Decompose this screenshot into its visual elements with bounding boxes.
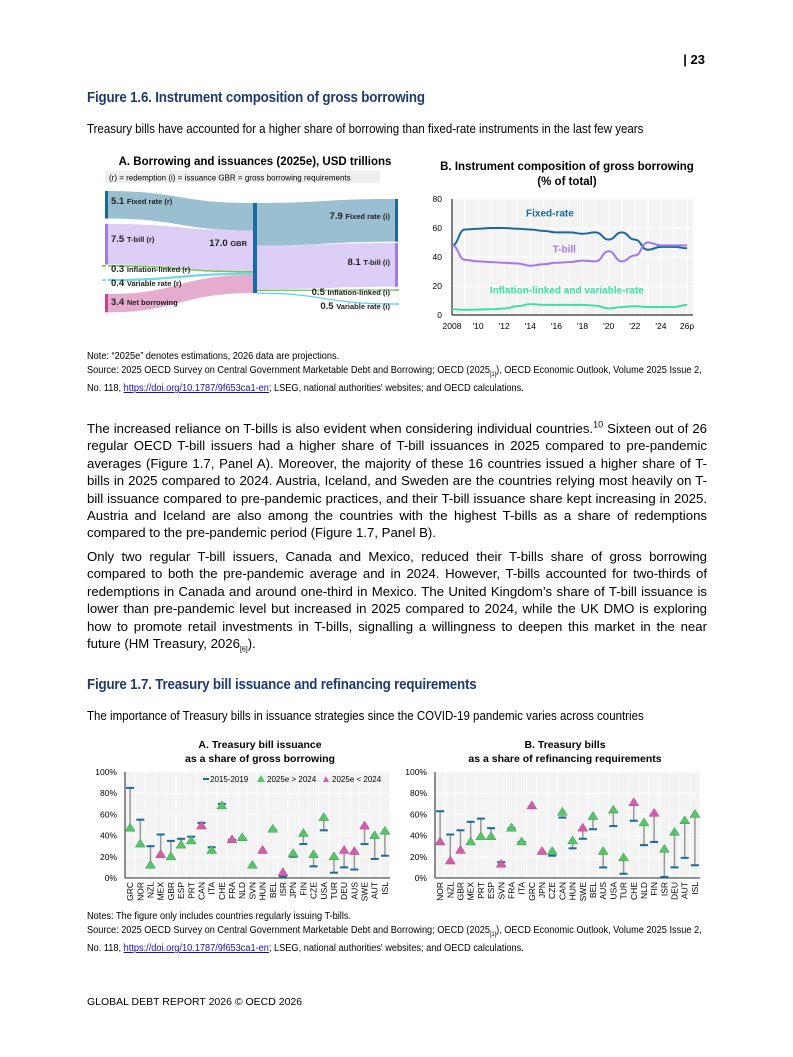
y-tick-label: 40 [432, 252, 442, 262]
x-tick-label: FIN [298, 882, 309, 896]
sankey-label-text [111, 297, 178, 308]
sankey-label-text [111, 234, 155, 245]
series-label-tbill: T-bill [552, 244, 576, 256]
page-number: | 23 [683, 52, 705, 67]
x-tick-label: NLD [638, 882, 649, 900]
sankey-legend-text: (r) = redemption (i) = issuance GBR = gross borrowing requirements [109, 173, 351, 183]
sankey-target-label [347, 257, 390, 268]
x-tick-label: NZL [145, 882, 156, 899]
sankey-label-value: 7.9 [329, 211, 346, 222]
x-tick-label: BEL [267, 882, 278, 899]
sankey-source-label [111, 196, 173, 207]
x-tick-label: MEX [155, 882, 166, 901]
sankey-hub-label [209, 238, 247, 249]
sankey-node-target [395, 289, 399, 291]
x-tick-label: PRT [186, 882, 197, 899]
sankey-label-value: 0.5 [320, 301, 337, 312]
x-tick-label: CHE [216, 882, 227, 900]
sankey-source-label [111, 278, 182, 289]
source-ref[interactable]: [1] [489, 371, 497, 378]
source-text: ), OECD Economic Outlook, Volume 2025 Issue 2, No. 118, [87, 924, 702, 954]
x-tick-label: NOR [135, 882, 146, 901]
y-tick-label: 80% [409, 788, 427, 799]
sankey-label-name: Variable rate (i) [336, 302, 390, 311]
y-tick-label: 60% [99, 809, 117, 820]
x-tick-label: JPN [288, 882, 299, 899]
x-tick-label: ESP [486, 882, 497, 900]
sankey-node-gbr [253, 203, 257, 293]
figure-1-6-note: Note: “2025e” denotes estimations, 2026 data are projections. [87, 351, 340, 362]
source-text: ; LSEG, national authorities' websites; and OECD calculations. [268, 943, 524, 954]
sankey-label-value: 7.5 [111, 234, 127, 245]
line-chart [415, 150, 705, 335]
sankey-label-value: 0.5 [311, 287, 328, 298]
y-tick-label: 60% [409, 809, 427, 820]
sankey-label-name: Fixed rate (i) [345, 212, 390, 221]
x-tick-label: AUS [598, 882, 609, 900]
x-tick-label: '12 [498, 321, 510, 331]
y-tick-label: 0% [104, 873, 117, 883]
sankey-label-text [111, 264, 191, 275]
sankey-label-value: 17.0 [209, 238, 231, 249]
para-text: ). [247, 636, 256, 652]
x-tick-label: NZL [445, 882, 456, 899]
para-text: Sixteen out of 26 regular OECD T-bill issuers had a higher share of T-bill issuances in 2025 compared to pre-pandemic averages (Figure 1.7, Panel A). Moreover, the majority of these 16 countries issued a higher share of T-bills in 2025 compared to 2024. Austria, Iceland, and Sweden are the countries relying most heavily on T-bill issuance compared to pre-pandemic practices, and their T-bill issuance share kept increasing in 2025. Austria and Iceland are also among the countries with the highest T-bills as a share of redemptions compared to the pre-pandemic period (Figure 1.7, Panel B). [87, 421, 707, 541]
x-tick-label: CAN [196, 882, 207, 900]
x-tick-label: GBR [455, 882, 466, 901]
sankey-node-target [395, 243, 398, 287]
y-tick-label: 100% [405, 767, 427, 777]
x-tick-label: DEU [669, 882, 680, 900]
chart-b-title-line2: as a share of refinancing requirements [468, 753, 662, 765]
chart-a-title-line2: as a share of gross borrowing [185, 753, 335, 765]
chart-body [405, 767, 700, 901]
y-tick-label: 40% [99, 830, 117, 841]
sankey-source-label [111, 234, 155, 245]
sankey-label-text [347, 257, 390, 268]
figure-1-6-source [87, 364, 713, 396]
dot-range-chart-a [85, 733, 400, 903]
x-tick-label: ITA [516, 882, 527, 895]
sankey-label-text [111, 196, 173, 207]
y-tick-label: 0 [437, 310, 442, 320]
source-ref[interactable]: [1] [489, 931, 497, 938]
sankey-label-text [312, 287, 391, 298]
x-tick-label: DEU [339, 882, 350, 900]
x-tick-label: JPN [537, 882, 548, 899]
x-tick-label: AUS [349, 882, 360, 900]
x-tick-label: NLD [237, 882, 248, 900]
x-tick-label: '18 [577, 321, 589, 331]
source-text: Source: 2025 OECD Survey on Central Government Marketable Debt and Borrowing; OECD (2025 [87, 924, 490, 936]
series-label-inflation-variable: Inflation-linked and variable-rate [489, 285, 644, 297]
sankey-node-source [102, 279, 106, 281]
sankey-title: A. Borrowing and issuances (2025e), USD trillions [118, 156, 392, 168]
citation-ref[interactable]: [6] [239, 646, 248, 654]
x-tick-label: USA [318, 882, 329, 900]
sankey-node-source [105, 224, 108, 265]
x-tick-label: '24 [655, 321, 667, 331]
sankey-source-label [111, 264, 191, 275]
sankey-label-text [330, 211, 391, 222]
sankey-label-value: 0.3 [111, 264, 127, 275]
sankey-label-name: Fixed rate (r) [126, 197, 173, 206]
sankey-node-target [395, 303, 399, 305]
x-tick-label: '10 [472, 321, 484, 331]
x-tick-label: MEX [465, 882, 476, 901]
y-tick-label: 80% [99, 788, 117, 799]
x-tick-label: CZE [308, 882, 319, 899]
doi-link[interactable]: https://doi.org/10.1787/9f653ca1-en [123, 383, 269, 394]
y-tick-label: 20% [99, 851, 117, 862]
x-tick-label: 26p [679, 321, 695, 331]
sankey-label-text [111, 278, 182, 289]
chart-body [95, 767, 390, 901]
sankey-label-text [320, 301, 390, 312]
y-tick-label: 20% [409, 851, 427, 862]
para-text: Only two regular T-bill issuers, Canada and Mexico, reduced their T-bills share of gross borrowing compared to both the pre-pandemic average and in 2024. However, T-bills accounted for two-thirds of redemptions in Canada and around one-third in Mexico. The United Kingdom’s share of T-bill issuance is lower than pre-pandemic level but increased in 2025 compared to 2024, while the UK DMO is exploring how to promote retail investments in T-bills, signalling a willingness to deepen this market in the near future (HM Treasury, 2026 [87, 549, 707, 652]
x-tick-label: SWE [359, 882, 370, 902]
x-tick-label: SVN [496, 882, 507, 900]
page-footer: GLOBAL DEBT REPORT 2026 © OECD 2026 [87, 996, 303, 1008]
x-tick-label: HUN [567, 882, 578, 901]
sankey-target-label [320, 301, 390, 312]
x-tick-label: NOR [435, 882, 446, 901]
source-text: ), OECD Economic Outlook, Volume 2025 Issue 2, No. 118, [87, 364, 702, 394]
line-chart-title-line2: (% of total) [537, 176, 597, 188]
sankey-label-name: Variable rate (r) [126, 279, 182, 288]
y-tick-label: 40% [409, 830, 427, 841]
sankey-label-value: 5.1 [111, 196, 127, 207]
x-tick-label: ESP [176, 882, 187, 900]
x-tick-label: 2008 [442, 321, 462, 331]
sankey-label-name: Net borrowing [126, 298, 178, 307]
x-tick-label: AUT [369, 882, 380, 899]
x-tick-label: FRA [227, 882, 238, 899]
figure-1-7-notes [87, 910, 713, 956]
x-tick-label: '16 [550, 321, 562, 331]
sankey-label-name: GBR [230, 239, 247, 248]
x-tick-label: GRC [125, 882, 136, 901]
body-paragraph-2 [87, 548, 707, 652]
x-tick-label: ITA [206, 882, 217, 895]
dot-range-chart-b [395, 733, 710, 903]
sankey-label-name: Inflation-linked (i) [327, 288, 390, 297]
sankey-label-name: T-bill (i) [363, 258, 390, 267]
sankey-chart [95, 150, 415, 320]
sankey-label-text [209, 238, 247, 249]
x-tick-label: TUR [618, 882, 629, 900]
legend-label: 2025e < 2024 [332, 775, 382, 784]
x-tick-label: USA [608, 882, 619, 900]
x-tick-label: GBR [165, 882, 176, 901]
legend-label: 2015-2019 [210, 775, 249, 784]
x-tick-label: CZE [547, 882, 558, 899]
y-tick-label: 80 [432, 194, 442, 204]
y-tick-label: 0% [414, 873, 427, 883]
figure-1-7-subtitle: The importance of Treasury bills in issuance strategies since the COVID-19 pandemic varies across countries [87, 709, 644, 723]
sankey-label-value: 0.4 [111, 278, 127, 289]
line-chart-title: B. Instrument composition of gross borrowing [440, 161, 694, 173]
sankey-label-name: Inflation-linked (r) [126, 265, 191, 274]
figure-1-6-notes [87, 350, 713, 396]
figure-1-7-note: Notes: The figure only includes countries regularly issuing T-bills. [87, 911, 352, 922]
y-tick-label: 20 [432, 281, 442, 291]
x-tick-label: ISR [659, 882, 670, 897]
x-tick-label: BEL [587, 882, 598, 899]
sankey-node-target [395, 199, 398, 242]
sankey-source-label [111, 297, 178, 308]
x-tick-label: TUR [328, 882, 339, 900]
chart-b-title-line1: B. Treasury bills [524, 739, 606, 751]
sankey-label-name: T-bill (r) [126, 235, 155, 244]
x-tick-label: PRT [475, 882, 486, 899]
x-tick-label: HUN [257, 882, 268, 901]
sankey-node-source [105, 294, 108, 312]
sankey-target-label [330, 211, 391, 222]
x-tick-label: '14 [524, 321, 536, 331]
x-tick-label: ISL [689, 882, 700, 895]
sankey-label-value: 3.4 [111, 297, 127, 308]
figure-1-7-source [87, 924, 713, 956]
sankey-node-source [105, 191, 108, 219]
x-tick-label: ISL [379, 882, 390, 895]
x-tick-label: FIN [649, 882, 660, 896]
x-tick-label: '20 [603, 321, 615, 331]
x-tick-label: GRC [526, 882, 537, 901]
sankey-flow-target [257, 199, 395, 246]
para-text: The increased reliance on T-bills is also evident when considering individual countries. [87, 421, 594, 436]
x-tick-label: SWE [577, 882, 588, 902]
figure-1-6-title: Figure 1.6. Instrument composition of gross borrowing [87, 90, 425, 106]
sankey-node-source [102, 265, 106, 267]
sankey-target-label [312, 287, 391, 298]
y-tick-label: 100% [95, 767, 117, 777]
body-paragraph-1 [87, 420, 707, 542]
y-tick-label: 60 [432, 223, 442, 233]
legend-label: 2025e > 2024 [267, 775, 317, 784]
figure-1-6-subtitle: Treasury bills have accounted for a higher share of borrowing than fixed-rate instruments in the last few years [87, 122, 644, 136]
x-tick-label: FRA [506, 882, 517, 899]
x-tick-label: AUT [679, 882, 690, 899]
footnote-ref[interactable]: 10 [593, 419, 604, 430]
x-tick-label: ISR [277, 882, 288, 897]
x-tick-label: '22 [629, 321, 641, 331]
x-tick-label: CHE [628, 882, 639, 900]
sankey-label-value: 8.1 [347, 257, 364, 268]
x-tick-label: SVN [247, 882, 258, 900]
chart-legend [203, 775, 382, 784]
source-text: Source: 2025 OECD Survey on Central Government Marketable Debt and Borrowing; OECD (2025 [87, 364, 490, 376]
figure-1-7-title: Figure 1.7. Treasury bill issuance and refinancing requirements [87, 677, 477, 693]
doi-link[interactable]: https://doi.org/10.1787/9f653ca1-en [123, 943, 269, 954]
source-text: ; LSEG, national authorities' websites; and OECD calculations. [268, 383, 524, 394]
chart-a-title-line1: A. Treasury bill issuance [198, 739, 322, 751]
x-tick-label: CAN [557, 882, 568, 900]
series-label-fixed-rate: Fixed-rate [526, 208, 574, 220]
